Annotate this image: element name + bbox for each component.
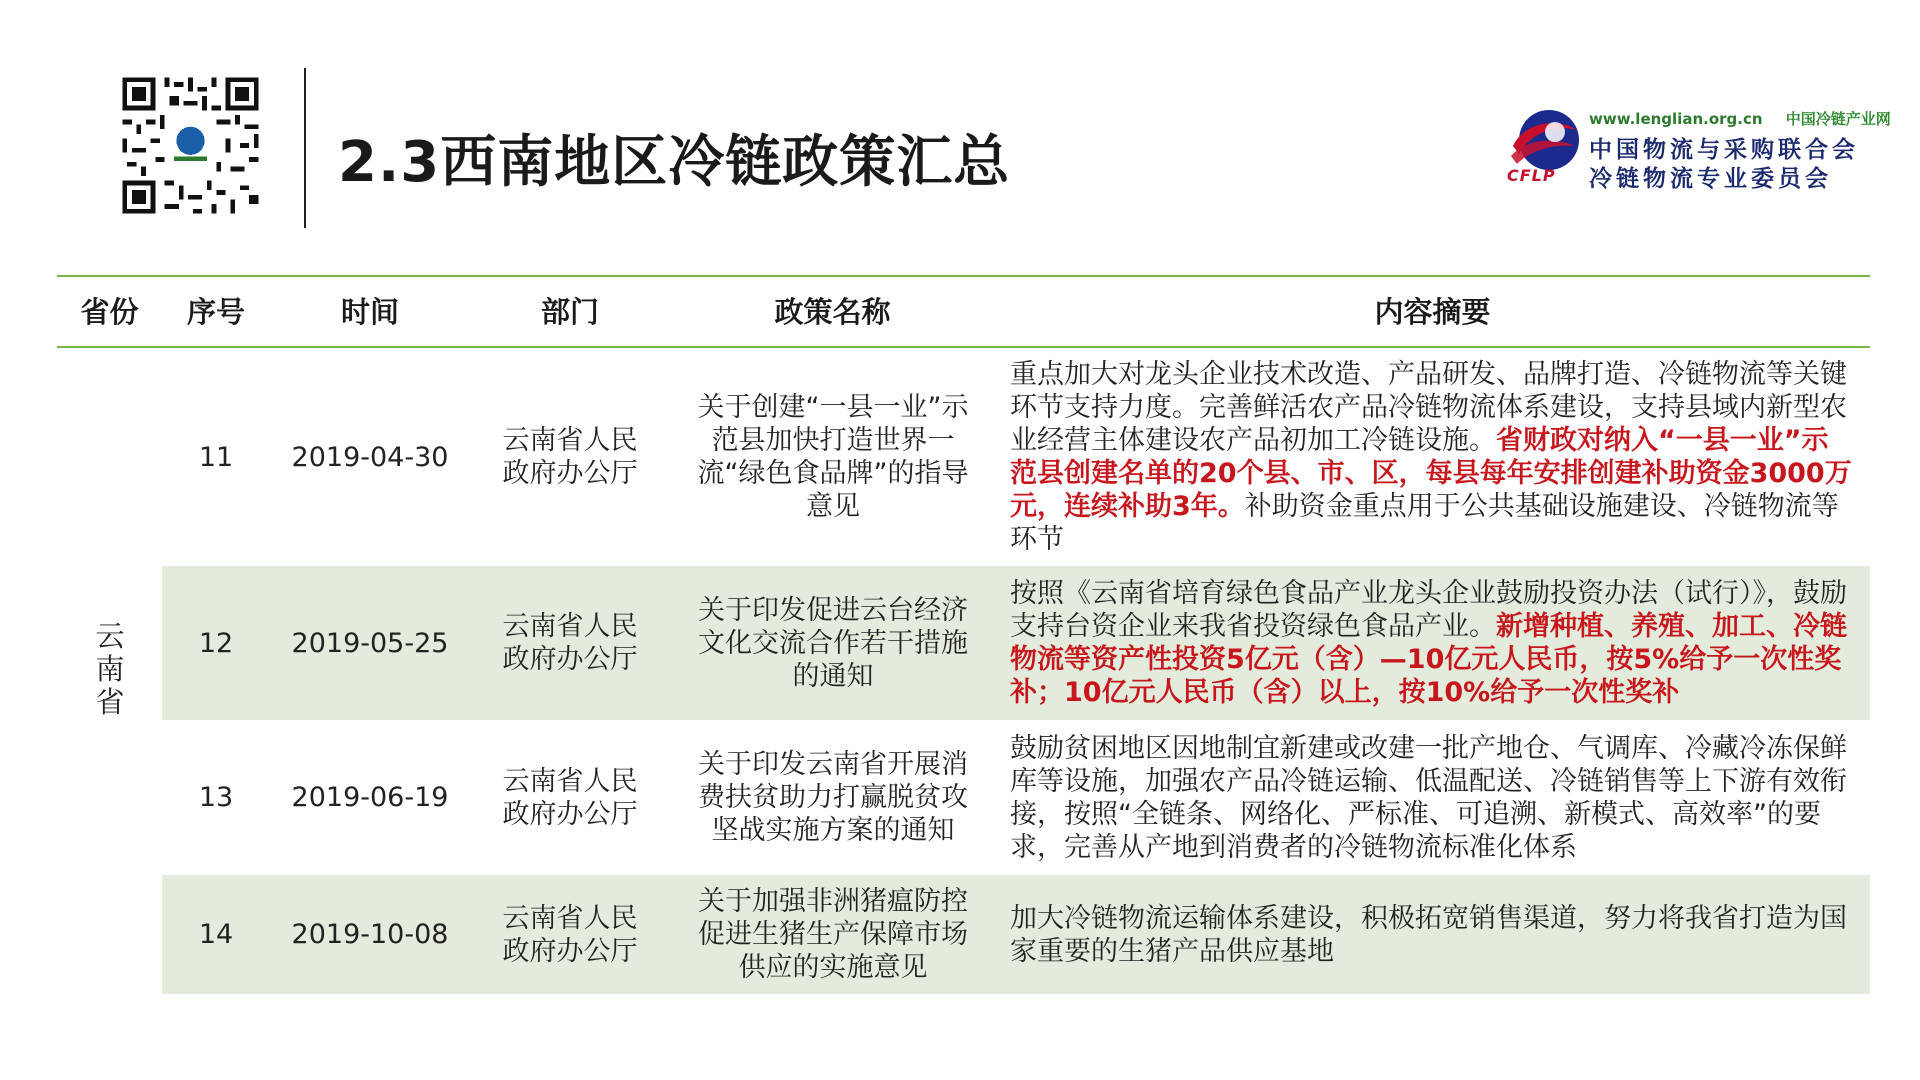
cflp-logo (1505, 104, 1891, 194)
logo-org-line1: 中国物流与采购联合会 (1589, 137, 1859, 163)
col-header-province: 省份 (80, 295, 139, 329)
logo-url (1589, 108, 1891, 129)
seq-cell: 12 (198, 627, 234, 659)
page-title: 2.3西南地区冷链政策汇总 (338, 130, 1011, 195)
summary-text: 重点加大对龙头企业技术改造、产品研发、品牌打造、冷链物流等关键环节支持力度。完善鲜活农产品冷链物流体系建设，支持县域内新型农业经营主体建设农产品初加工冷链设施。 (1010, 359, 1847, 456)
dept-cell: 云南省人民政府办公厅 (502, 902, 638, 967)
col-header-policy-name: 政策名称 (774, 295, 891, 329)
seq-cell: 11 (198, 441, 234, 473)
table-top-rule (57, 275, 1870, 277)
dept-cell: 云南省人民政府办公厅 (502, 611, 638, 675)
date-cell: 2019-04-30 (291, 441, 449, 473)
table-header-rule (57, 346, 1870, 348)
date-cell: 2019-06-19 (291, 782, 449, 813)
summary-text-tail: 补助资金重点用于公共基础设施建设、冷链物流等环节 (1010, 491, 1839, 555)
summary-cell (1010, 724, 1852, 871)
policy-name-cell: 关于加强非洲猪瘟防控促进生猪生产保障市场供应的实施意见 (698, 886, 968, 983)
col-header-date: 时间 (340, 295, 399, 329)
logo-site-name: 中国冷链产业网 (1785, 110, 1891, 128)
date-cell: 2019-05-25 (291, 627, 449, 659)
summary-highlight: 新增种植、养殖、加工、冷链物流等资产性投资5亿元（含）—10亿元人民币，按5%给予一次性奖补；10亿元人民币（含）以上，按10%给予一次性奖补 (1010, 611, 1847, 708)
col-header-summary: 内容摘要 (1374, 295, 1491, 329)
logo-url-text: www.lenglian.org.cn (1589, 110, 1763, 128)
logo-abbr: CFLP (1507, 166, 1556, 185)
dept-cell: 云南省人民政府办公厅 (502, 765, 638, 830)
col-header-dept: 部门 (540, 295, 599, 329)
summary-text: 按照《云南省培育绿色食品产业龙头企业鼓励投资办法（试行）》，鼓励支持台资企业来我省投资绿色食品产业。 (1010, 578, 1847, 642)
logo-org-line2: 冷链物流专业委员会 (1589, 166, 1832, 192)
dept-cell: 云南省人民政府办公厅 (502, 425, 638, 489)
summary-cell (1010, 568, 1852, 718)
summary-text: 加大冷链物流运输体系建设，积极拓宽销售渠道，努力将我省打造为国家重要的生猪产品供应基地 (1010, 902, 1847, 967)
policy-name-cell: 关于印发促进云台经济文化交流合作若干措施的通知 (698, 594, 968, 692)
summary-highlight: 省财政对纳入“一县一业”示范县创建名单的20个县、市、区，每县每年安排创建补助资金3000万元，连续补助3年。 (1010, 425, 1852, 522)
summary-cell (1010, 352, 1852, 562)
seq-cell: 14 (198, 919, 234, 950)
policy-name-cell: 关于创建“一县一业”示范县加快打造世界一流“绿色食品牌”的指导意见 (697, 392, 969, 522)
seq-cell: 13 (198, 782, 234, 813)
date-cell: 2019-10-08 (291, 919, 449, 950)
province-text: 云南省 (95, 619, 125, 719)
col-header-seq: 序号 (186, 295, 245, 329)
title-divider (304, 68, 306, 228)
summary-text: 鼓励贫困地区因地制宜新建或改建一批产地仓、气调库、冷藏冷冻保鲜库等设施，加强农产品冷链运输、低温配送、冷链销售等上下游有效衔接，按照“全链条、网络化、严标准、可追溯、新模式、高效率”的要求，完善从产地到消费者的冷链物流标准化体系 (1010, 732, 1847, 863)
summary-cell (1010, 877, 1852, 992)
province-cell (85, 620, 135, 719)
policy-name-cell: 关于印发云南省开展消费扶贫助力打赢脱贫攻坚战实施方案的通知 (698, 749, 968, 846)
qr-code (113, 68, 268, 223)
